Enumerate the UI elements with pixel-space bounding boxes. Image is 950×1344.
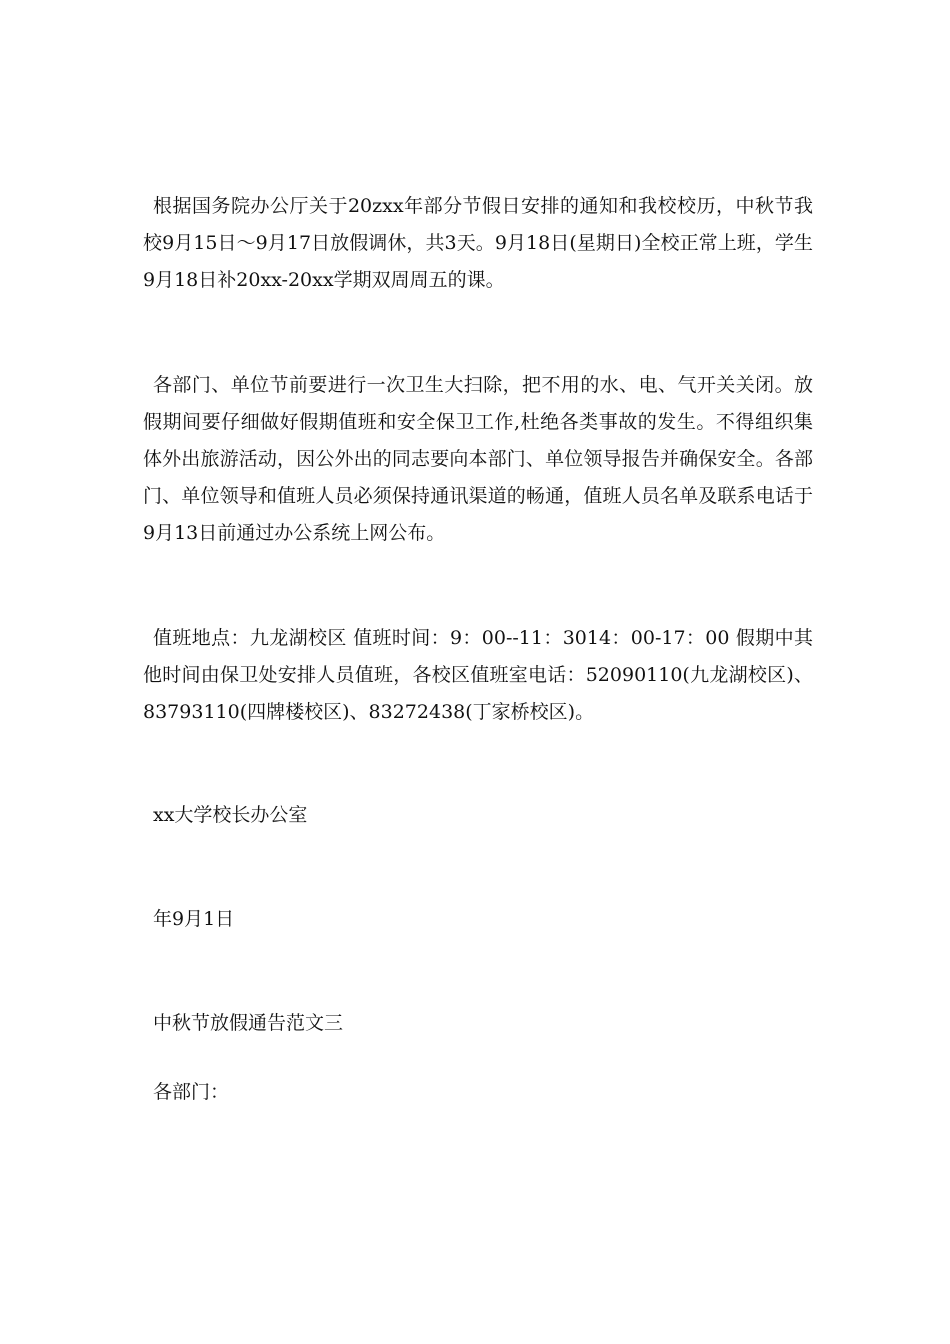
paragraph-duty-arrangement: 值班地点：九龙湖校区 值班时间：9：00--11：3014：00-17：00 假期中其他时间由保卫处安排人员值班，各校区值班室电话：52090110(九龙湖校区)、83793110(四牌楼校区)、83272438(丁家桥校区)。 xyxy=(143,627,813,723)
next-section-title: 中秋节放假通告范文三 xyxy=(153,1012,344,1034)
salutation: 各部门： xyxy=(153,1081,230,1103)
paragraph-safety-requirements: 各部门、单位节前要进行一次卫生大扫除，把不用的水、电、气开关关闭。放假期间要仔细做好假期值班和安全保卫工作,杜绝各类事故的发生。不得组织集体外出旅游活动，因公外出的同志要向本部门、单位领导报告并确保安全。各部门、单位领导和值班人员必须保持通讯渠道的畅通，值班人员名单及联系电话于9月13日前通过办公系统上网公布。 xyxy=(143,374,813,544)
signature-office: xx大学校长办公室 xyxy=(153,804,308,826)
signature-date: 年9月1日 xyxy=(153,908,235,930)
paragraph-holiday-schedule: 根据国务院办公厅关于20zxx年部分节假日安排的通知和我校校历，中秋节我校9月15日～9月17日放假调休，共3天。9月18日(星期日)全校正常上班，学生9月18日补20xx-20xx学期双周周五的课。 xyxy=(143,195,813,291)
